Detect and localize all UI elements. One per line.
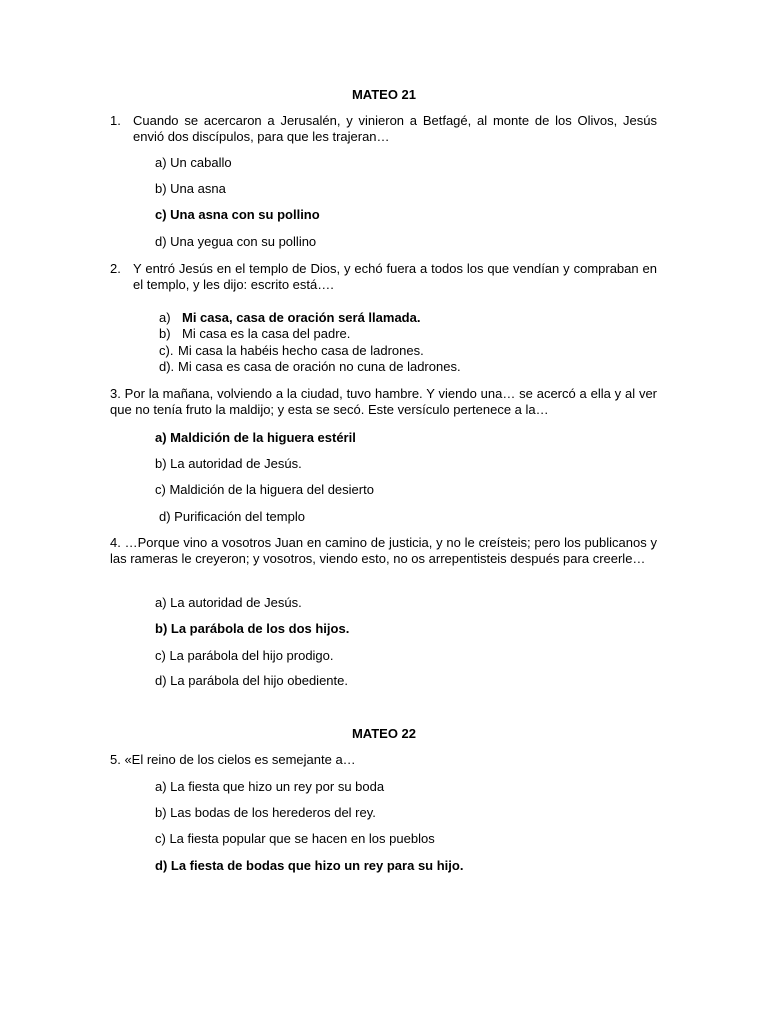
answer-marker: b) bbox=[159, 326, 171, 341]
answer-option-correct: c) Una asna con su pollino bbox=[155, 207, 320, 222]
answer-option: d) Una yegua con su pollino bbox=[155, 234, 317, 249]
question-number: 1. bbox=[110, 113, 121, 128]
question-text: Y entró Jesús en el templo de Dios, y echó fuera a todos los que vendían y compraban en el templo, y les dijo: escrito está…. bbox=[133, 261, 657, 292]
answer-option: a) La fiesta que hizo un rey por su boda bbox=[155, 779, 385, 794]
question-text: 4. …Porque vino a vosotros Juan en camino de justicia, y no le creísteis; pero los publicanos y las rameras le creyeron; y vosotros, viendo esto, no os arrepentisteis después para creerle… bbox=[110, 535, 657, 566]
answer-option: d) La parábola del hijo obediente. bbox=[155, 673, 348, 688]
answer-option: a) La autoridad de Jesús. bbox=[155, 595, 302, 610]
answer-option: b) Las bodas de los herederos del rey. bbox=[155, 805, 376, 820]
question-number: 2. bbox=[110, 261, 121, 276]
answer-option: a) Un caballo bbox=[155, 155, 232, 170]
section-title: MATEO 22 bbox=[351, 726, 417, 741]
answer-option-correct: b) La parábola de los dos hijos. bbox=[155, 621, 350, 636]
answer-option: b) La autoridad de Jesús. bbox=[155, 456, 302, 471]
answer-option: c) La fiesta popular que se hacen en los pueblos bbox=[155, 831, 435, 846]
section-title: MATEO 21 bbox=[351, 87, 417, 102]
question-text: Cuando se acercaron a Jerusalén, y vinieron a Betfagé, al monte de los Olivos, Jesús envió dos discípulos, para que les trajeran… bbox=[133, 113, 657, 144]
answer-marker: c). bbox=[159, 343, 174, 358]
answer-option: b) Una asna bbox=[155, 181, 226, 196]
answer-option-correct: a) Maldición de la higuera estéril bbox=[155, 430, 356, 445]
question-text: 3. Por la mañana, volviendo a la ciudad, tuvo hambre. Y viendo una… se acercó a ella y al ver que no tenía fruto la maldijo; y esta se secó. Este versículo pertenece a la… bbox=[110, 386, 657, 417]
answer-option: Mi casa es casa de oración no cuna de ladrones. bbox=[178, 359, 461, 374]
answer-marker: a) bbox=[159, 310, 171, 325]
answer-marker: d). bbox=[159, 359, 175, 374]
answer-option: c) La parábola del hijo prodigo. bbox=[155, 648, 334, 663]
answer-option: Mi casa es la casa del padre. bbox=[182, 326, 351, 341]
answer-option-correct: d) La fiesta de bodas que hizo un rey para su hijo. bbox=[155, 858, 464, 873]
answer-option: Mi casa la habéis hecho casa de ladrones. bbox=[178, 343, 424, 358]
answer-option: c) Maldición de la higuera del desierto bbox=[155, 482, 374, 497]
question-text: 5. «El reino de los cielos es semejante a… bbox=[110, 752, 356, 767]
answer-option-correct: Mi casa, casa de oración será llamada. bbox=[182, 310, 421, 325]
answer-option: d) Purificación del templo bbox=[159, 509, 305, 524]
